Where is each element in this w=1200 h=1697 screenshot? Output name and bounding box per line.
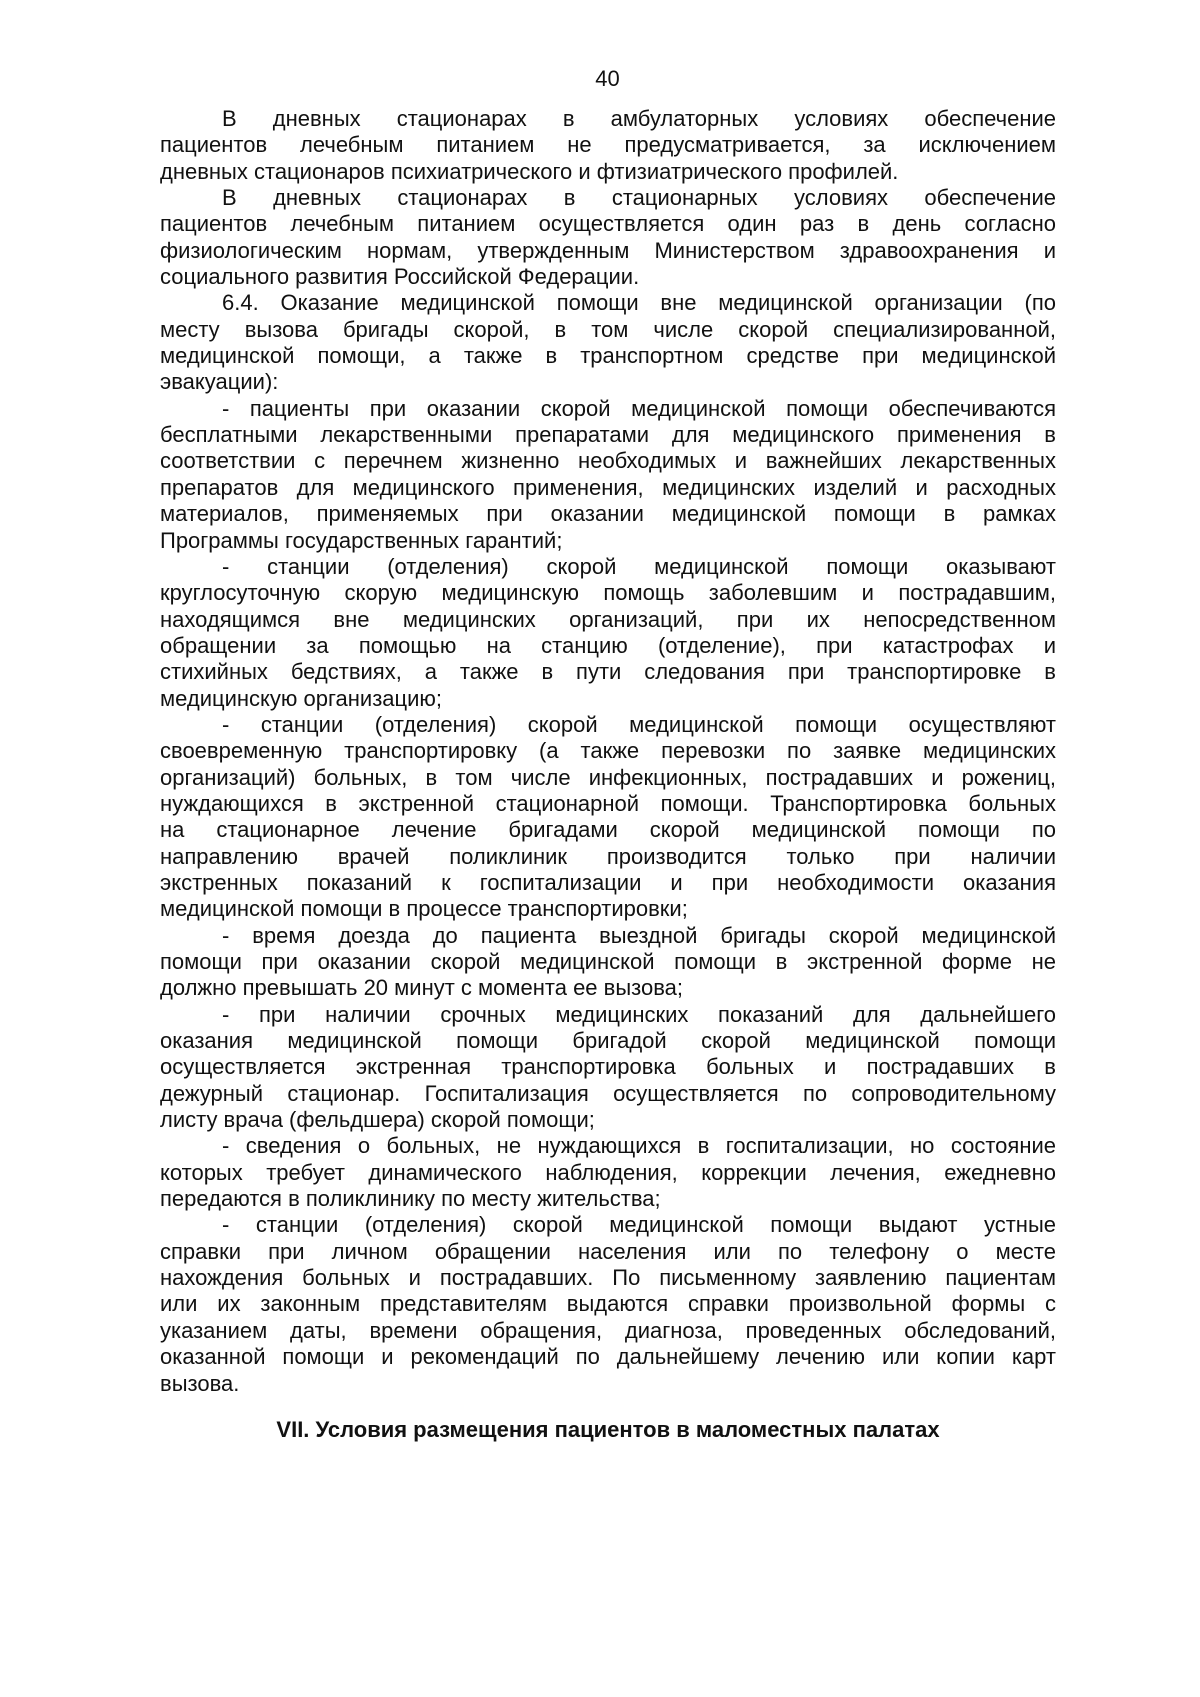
text-line: листу врача (фельдшера) скорой помощи; bbox=[160, 1107, 595, 1133]
text-line: своевременную транспортировку (а также перевозки по заявке медицинских bbox=[160, 738, 1056, 764]
text-line: осуществляется экстренная транспортировка больных и пострадавших в bbox=[160, 1054, 1056, 1080]
paragraph bbox=[160, 106, 1056, 185]
text-line: - пациенты при оказании скорой медицинской помощи обеспечиваются bbox=[222, 395, 1056, 421]
text-line: или их законным представителям выдаются справки произвольной формы с bbox=[160, 1291, 1056, 1317]
text-line: нахождения больных и пострадавших. По письменному заявлению пациентам bbox=[160, 1265, 1056, 1291]
text-line: социального развития Российской Федерации. bbox=[160, 264, 640, 290]
text-line: на стационарное лечение бригадами скорой медицинской помощи по bbox=[160, 817, 1056, 843]
text-line: - время доезда до пациента выездной бригады скорой медицинской bbox=[222, 922, 1056, 948]
text-line: справки при личном обращении населения или по телефону о месте bbox=[160, 1238, 1056, 1264]
text-line: эвакуации): bbox=[160, 369, 279, 395]
text-line: месту вызова бригады скорой, в том числе скорой специализированной, bbox=[160, 316, 1056, 342]
text-line: дневных стационаров психиатрического и фтизиатрического профилей. bbox=[160, 158, 899, 184]
text-line: - при наличии срочных медицинских показаний для дальнейшего bbox=[222, 1001, 1056, 1027]
text-line: бесплатными лекарственными препаратами для медицинского применения в bbox=[160, 422, 1056, 448]
text-line: В дневных стационарах в амбулаторных условиях обеспечение bbox=[222, 106, 1056, 131]
paragraph bbox=[160, 1133, 1056, 1212]
text-line: физиологическим нормам, утвержденным Министерством здравоохранения и bbox=[160, 237, 1056, 263]
text-line: пациентов лечебным питанием осуществляется один раз в день согласно bbox=[160, 211, 1056, 237]
paragraph bbox=[160, 1002, 1056, 1134]
page-number: 40 bbox=[595, 66, 620, 91]
paragraph bbox=[160, 712, 1056, 923]
text-line: медицинской помощи, а также в транспортном средстве при медицинской bbox=[160, 343, 1056, 369]
text-line: нуждающихся в экстренной стационарной помощи. Транспортировка больных bbox=[160, 790, 1056, 816]
text-line: которых требует динамического наблюдения, коррекции лечения, ежедневно bbox=[160, 1159, 1056, 1185]
text-line: должно превышать 20 минут с момента ее вызова; bbox=[160, 975, 684, 1001]
body-text bbox=[160, 106, 1056, 1397]
paragraph bbox=[160, 185, 1056, 290]
text-line: - сведения о больных, не нуждающихся в госпитализации, но состояние bbox=[222, 1133, 1056, 1159]
text-line: организаций) больных, в том числе инфекционных, пострадавших и рожениц, bbox=[160, 764, 1056, 790]
text-line: помощи при оказании скорой медицинской помощи в экстренной форме не bbox=[160, 949, 1056, 974]
paragraph bbox=[160, 396, 1056, 554]
text-line: Программы государственных гарантий; bbox=[160, 527, 563, 553]
text-line: препаратов для медицинского применения, медицинских изделий и расходных bbox=[160, 474, 1056, 500]
text-line: - станции (отделения) скорой медицинской помощи выдают устные bbox=[222, 1212, 1056, 1238]
text-line: круглосуточную скорую медицинскую помощь заболевшим и пострадавшим, bbox=[160, 580, 1056, 606]
text-line: соответствии с перечнем жизненно необходимых и важнейших лекарственных bbox=[160, 448, 1056, 474]
text-line: направлению врачей поликлиник производится только при наличии bbox=[160, 843, 1056, 869]
text-line: находящимся вне медицинских организаций, при их непосредственном bbox=[160, 606, 1056, 632]
text-line: - станции (отделения) скорой медицинской помощи осуществляют bbox=[222, 711, 1056, 737]
text-line: оказания медицинской помощи бригадой скорой медицинской помощи bbox=[160, 1028, 1056, 1054]
text-line: обращении за помощью на станцию (отделение), при катастрофах и bbox=[160, 632, 1056, 658]
text-line: стихийных бедствиях, а также в пути следования при транспортировке в bbox=[160, 659, 1056, 685]
text-line: В дневных стационарах в стационарных условиях обеспечение bbox=[222, 185, 1056, 211]
text-line: передаются в поликлинику по месту жительства; bbox=[160, 1186, 661, 1212]
text-line: дежурный стационар. Госпитализация осуществляется по сопроводительному bbox=[160, 1080, 1056, 1106]
text-line: медицинской помощи в процессе транспортировки; bbox=[160, 896, 688, 922]
text-line: экстренных показаний к госпитализации и при необходимости оказания bbox=[160, 869, 1056, 895]
text-line: оказанной помощи и рекомендаций по дальнейшему лечению или копии карт bbox=[160, 1344, 1056, 1370]
paragraph bbox=[160, 554, 1056, 712]
section-heading: VII. Условия размещения пациентов в маломестных палатах bbox=[276, 1417, 940, 1442]
text-line: - станции (отделения) скорой медицинской помощи оказывают bbox=[222, 553, 1056, 579]
text-line: вызова. bbox=[160, 1370, 240, 1396]
text-line: пациентов лечебным питанием не предусматривается, за исключением bbox=[160, 132, 1056, 158]
text-line: медицинскую организацию; bbox=[160, 685, 443, 711]
paragraph bbox=[160, 1212, 1056, 1396]
paragraph bbox=[160, 923, 1056, 1002]
text-line: 6.4. Оказание медицинской помощи вне медицинской организации (по bbox=[222, 290, 1056, 316]
text-line: указанием даты, времени обращения, диагноза, проведенных обследований, bbox=[160, 1317, 1056, 1343]
text-line: материалов, применяемых при оказании медицинской помощи в рамках bbox=[160, 501, 1056, 527]
paragraph bbox=[160, 290, 1056, 395]
